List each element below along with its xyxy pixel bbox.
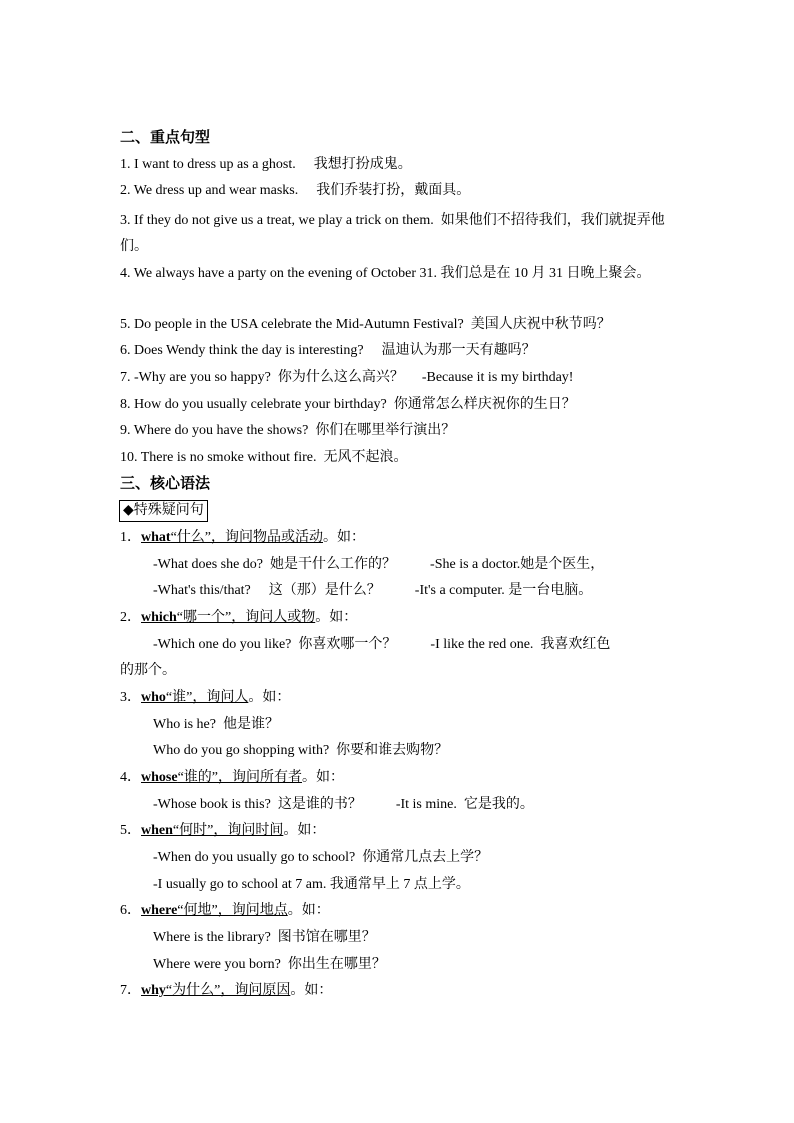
keyword: whose: [141, 770, 178, 785]
sentence-6: [120, 341, 536, 361]
example-zh: 这是谁的书？: [277, 797, 362, 812]
example-en: -What does she do?: [153, 557, 264, 572]
item-number: 2．: [120, 610, 141, 625]
example-line: [153, 795, 534, 815]
example-en: Where is the library?: [153, 930, 271, 945]
example-line: [153, 555, 604, 575]
tail: 。如：: [287, 903, 330, 918]
item-number: 3．: [120, 690, 141, 705]
tail: 。如：: [290, 983, 333, 998]
sentence-zh: 你们在哪里举行演出？: [315, 423, 456, 438]
example-zh: 你出生在哪里？: [287, 957, 386, 972]
keyword-desc: “何地”，询问地点: [177, 903, 288, 918]
sentence-zh: 温迪认为那一天有趣吗？: [381, 343, 536, 358]
grammar-heading-who: [120, 688, 290, 708]
example-en: -When do you usually go to school?: [153, 850, 356, 865]
sentence-4: [120, 261, 680, 287]
grammar-heading-where: [120, 901, 330, 921]
item-number: 5．: [120, 823, 141, 838]
example-reply: -It is mine.: [395, 797, 457, 812]
sentence-5: [120, 315, 611, 335]
example-zh: 他是谁？: [222, 717, 279, 732]
keyword: where: [141, 903, 178, 918]
example-reply: -It's a computer. 是一台电脑。: [414, 583, 593, 598]
sentence-en: 3. If they do not give us a treat, we play a trick on them.: [120, 213, 434, 228]
example-zh-2: 它是我的。: [463, 797, 534, 812]
example-zh: 这（那）是什么？: [268, 583, 381, 598]
sentence-1: [120, 155, 412, 175]
sentence-zh: 我想打扮成鬼。: [313, 157, 412, 172]
grammar-rule: [141, 903, 288, 918]
grammar-heading-why: [120, 981, 332, 1001]
example-line: [153, 928, 376, 948]
grammar-heading-when: [120, 821, 325, 841]
sentence-zh: 我们乔装打扮，戴面具。: [316, 183, 471, 198]
sentence-9: [120, 421, 455, 441]
sentence-2: [120, 181, 470, 201]
keyword-desc: “谁”，询问人: [165, 690, 249, 705]
sentence-zh: 美国人庆祝中秋节吗？: [470, 317, 611, 332]
example-zh: 你要和谁去购物？: [336, 743, 449, 758]
sentence-en: 8. How do you usually celebrate your birthday?: [120, 397, 387, 412]
example-line: [153, 741, 448, 761]
sentence-zh: 无风不起浪。: [323, 450, 408, 465]
sentence-en: 1. I want to dress up as a ghost.: [120, 157, 296, 172]
example-line: [153, 955, 386, 975]
tail: 。如：: [315, 610, 358, 625]
item-number: 4．: [120, 770, 141, 785]
grammar-rule: [141, 770, 302, 785]
keyword-desc: “谁的”，询问所有者: [177, 770, 302, 785]
example-zh-2: 我喜欢红色: [540, 637, 611, 652]
sentence-en: 4. We always have a party on the evening of October 31.: [120, 266, 438, 281]
section-3-title: 三、核心语法: [120, 476, 211, 492]
example-en: Who do you go shopping with?: [153, 743, 330, 758]
example-zh: 她是干什么工作的？: [270, 557, 397, 572]
sentence-en: 6. Does Wendy think the day is interesting?: [120, 343, 364, 358]
example-en: -What's this/that?: [153, 583, 251, 598]
example-line-cont: 的那个。: [120, 663, 176, 678]
item-number: 6．: [120, 903, 141, 918]
sentence-7: [120, 368, 573, 388]
sentence-3: [120, 208, 680, 260]
tail: 。如：: [283, 823, 326, 838]
example-zh: 你通常几点去上学？: [362, 850, 489, 865]
grammar-rule: [141, 530, 323, 545]
sentence-zh: 我们总是在 10 月 31 日晚上聚会。: [440, 266, 651, 281]
sentence-zh: 如果他们不招待我们，我们就捉弄他们。: [120, 213, 665, 254]
grammar-heading-whose: [120, 768, 344, 788]
grammar-rule: [141, 983, 290, 998]
grammar-heading-which: [120, 608, 357, 628]
tail: 。如：: [323, 530, 365, 545]
sentence-en-reply: -Because it is my birthday!: [421, 370, 574, 385]
keyword: when: [141, 823, 173, 838]
keyword: why: [141, 983, 166, 998]
example-zh: 图书馆在哪里？: [277, 930, 376, 945]
example-line: [153, 635, 610, 655]
sentence-zh: 你为什么这么高兴？: [277, 370, 404, 385]
example-en: Where were you born?: [153, 957, 281, 972]
example-line: [153, 715, 279, 735]
sentence-zh: 你通常怎么样庆祝你的生日？: [393, 397, 576, 412]
example-reply: -She is a doctor.她是个医生，: [430, 557, 605, 572]
sentence-en: 5. Do people in the USA celebrate the Mid-Autumn Festival?: [120, 317, 464, 332]
sentence-en: 10. There is no smoke without fire.: [120, 450, 317, 465]
keyword: which: [141, 610, 177, 625]
sentence-8: [120, 395, 576, 415]
example-en: -I usually go to school at 7 am.: [153, 877, 327, 892]
sentence-en: 9. Where do you have the shows?: [120, 423, 309, 438]
example-line: [153, 875, 470, 895]
keyword-desc: “为什么”，询问原因: [165, 983, 291, 998]
item-number: 7．: [120, 983, 141, 998]
grammar-heading-what: [120, 528, 365, 548]
grammar-rule: [141, 823, 283, 838]
sentence-en: 7. -Why are you so happy?: [120, 370, 271, 385]
keyword-desc: “何时”，询问时间: [172, 823, 284, 838]
tail: 。如：: [302, 770, 344, 785]
tail: 。如：: [248, 690, 291, 705]
grammar-rule: [141, 690, 248, 705]
sentence-10: [120, 448, 408, 468]
grammar-tag-box: ◆特殊疑问句: [119, 500, 208, 522]
example-en: -Whose book is this?: [153, 797, 271, 812]
sentence-en: 2. We dress up and wear masks.: [120, 183, 299, 198]
example-en: Who is he?: [153, 717, 216, 732]
keyword-desc: “哪一个”，询问人或物: [176, 610, 316, 625]
keyword: what: [141, 530, 171, 545]
grammar-rule: [141, 610, 315, 625]
example-en: -Which one do you like?: [153, 637, 292, 652]
example-zh: 我通常早上 7 点上学。: [329, 877, 470, 892]
example-line: [153, 848, 488, 868]
keyword-desc: “什么”，询问物品或活动: [170, 530, 323, 545]
example-zh: 你喜欢哪一个？: [298, 637, 397, 652]
keyword: who: [141, 690, 166, 705]
section-2-title: 二、重点句型: [120, 130, 211, 146]
example-reply: -I like the red one.: [430, 637, 534, 652]
example-line: [153, 581, 592, 601]
item-number: 1．: [120, 530, 141, 545]
